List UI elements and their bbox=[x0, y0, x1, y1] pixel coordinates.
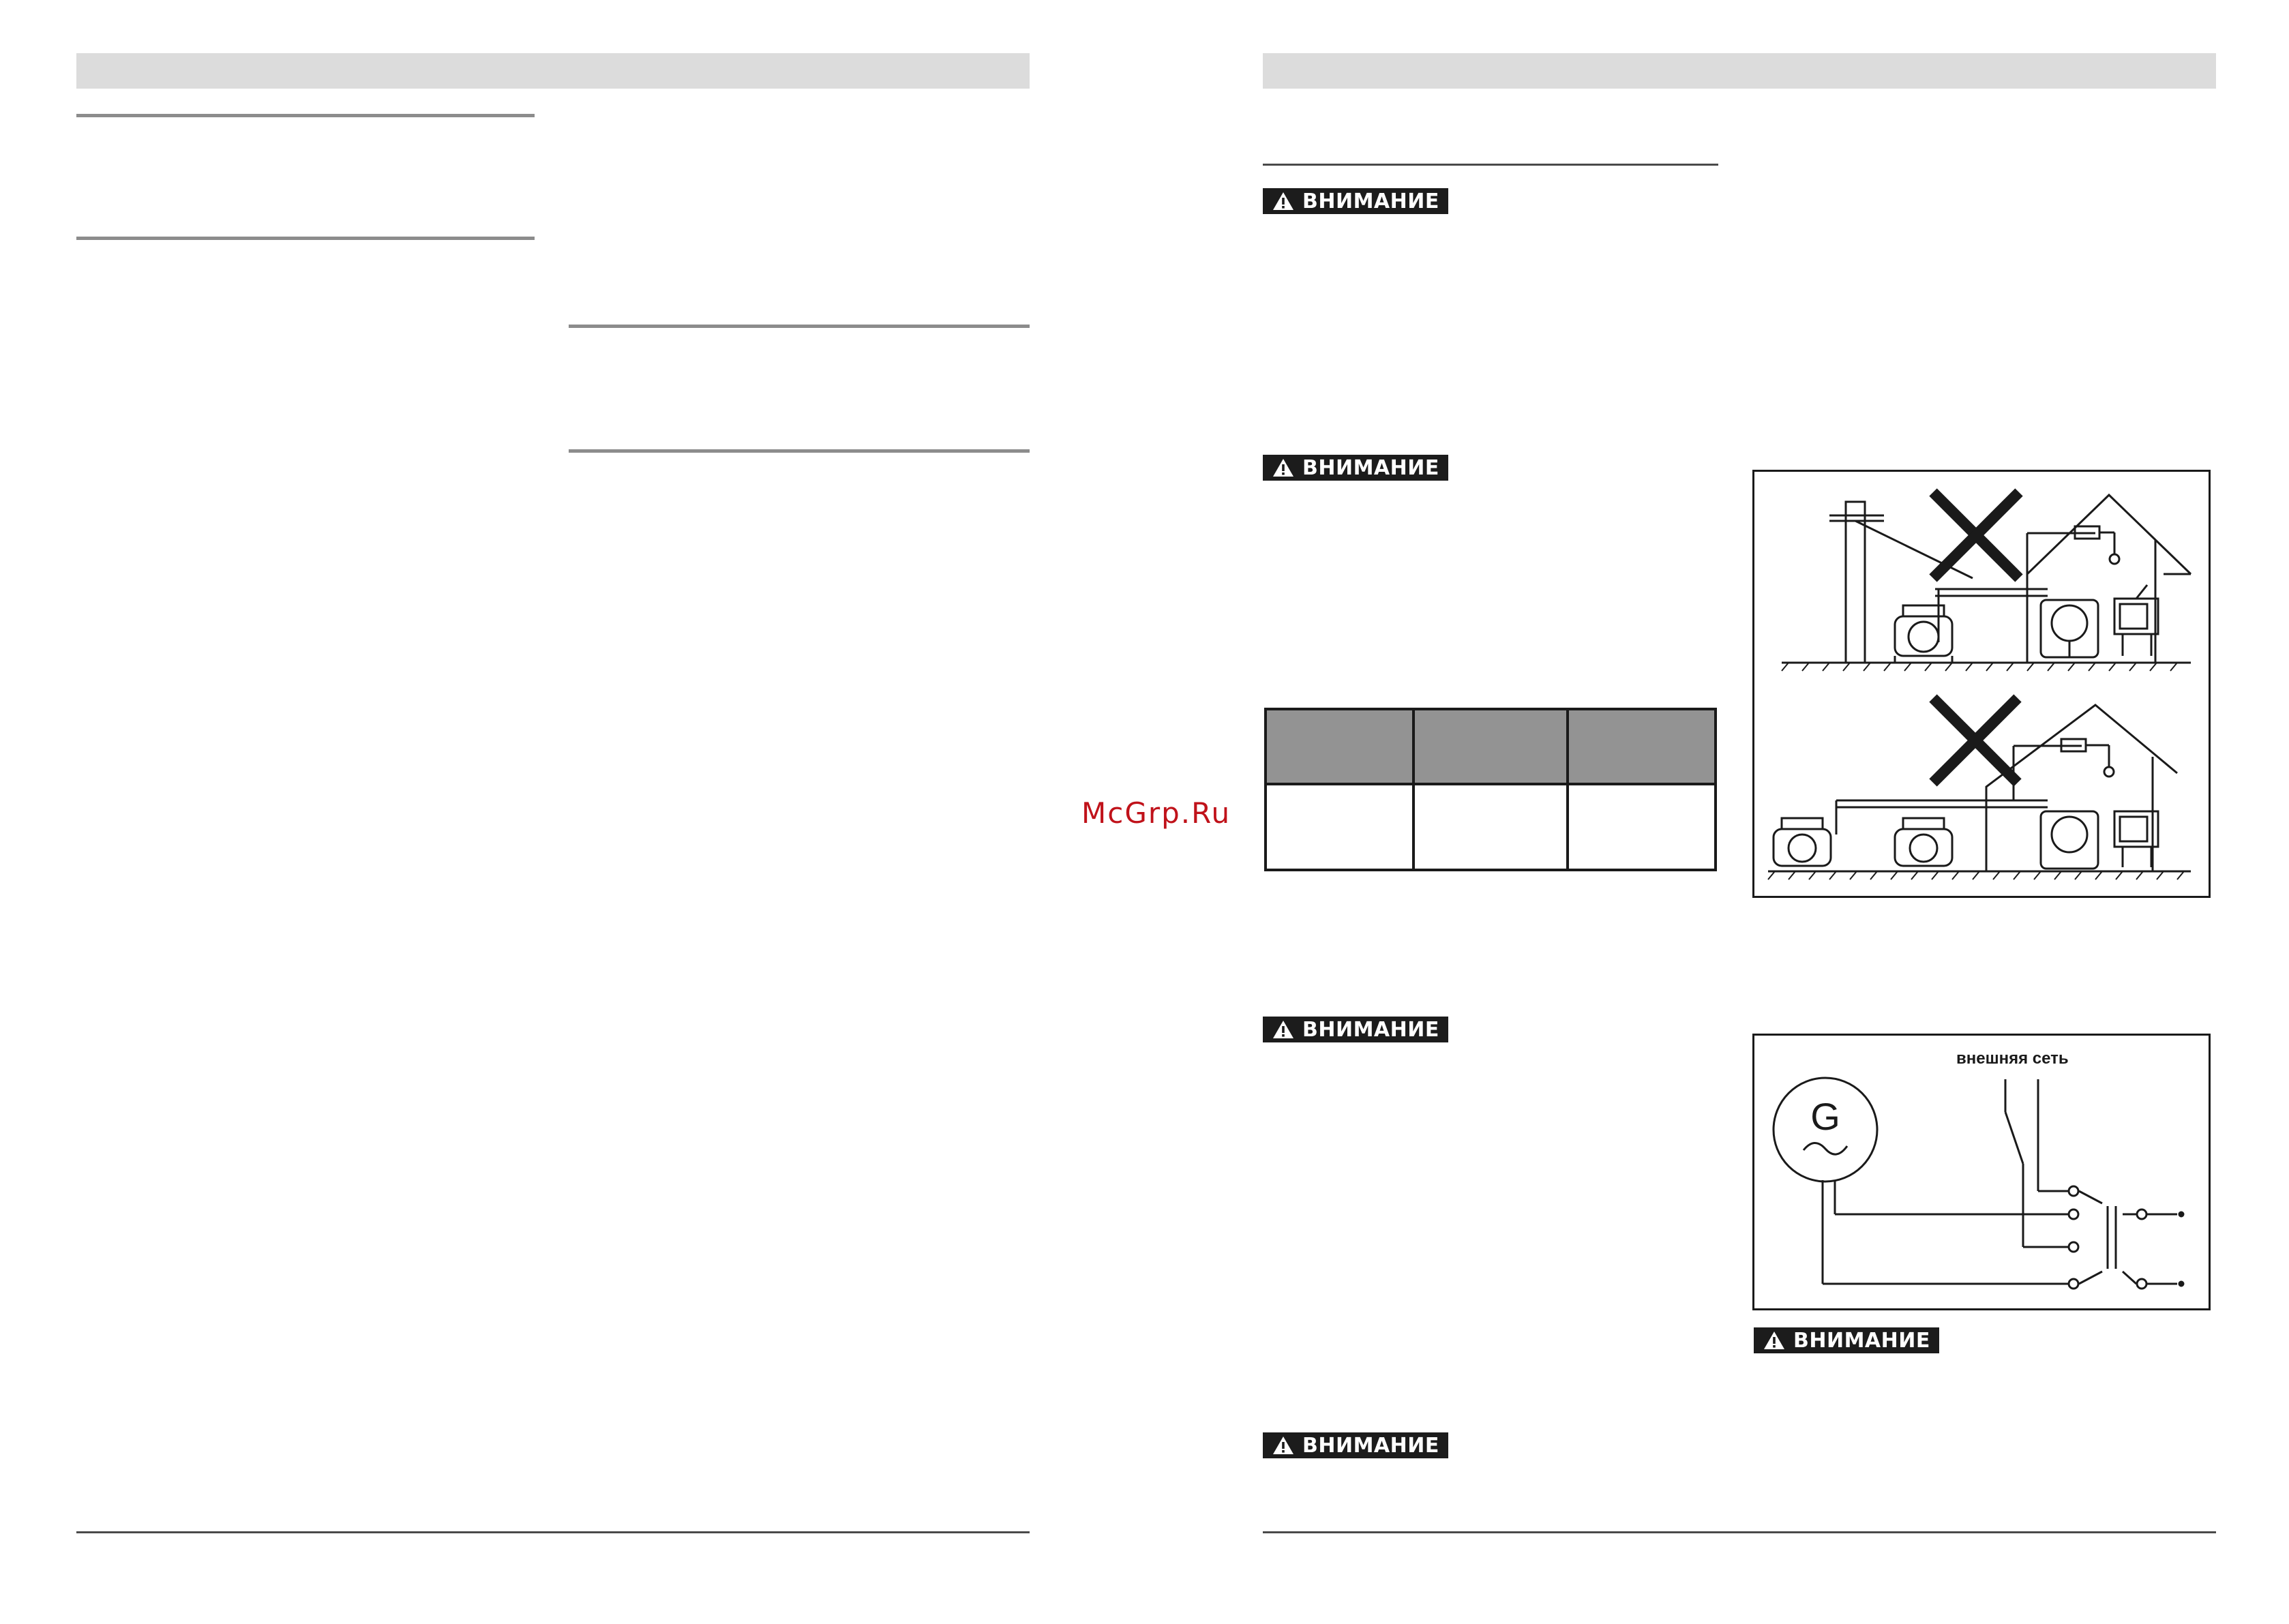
warning-triangle-icon bbox=[1763, 1331, 1785, 1350]
warning-triangle-icon bbox=[1272, 1020, 1294, 1039]
generator-label: G bbox=[1810, 1095, 1840, 1138]
left-page-footer-rule bbox=[76, 1531, 1030, 1533]
left-col-section-rule-1 bbox=[76, 114, 535, 117]
transfer-switch-diagram bbox=[1754, 1036, 2209, 1308]
warning-label: ВНИМАНИЕ bbox=[1302, 189, 1439, 213]
warning-label: ВНИМАНИЕ bbox=[1793, 1328, 1930, 1353]
table-header-row bbox=[1266, 709, 1716, 784]
improper-connection-illustration bbox=[1754, 472, 2209, 896]
figure-transfer-switch bbox=[1752, 1034, 2211, 1310]
table-header-cell-1 bbox=[1266, 709, 1413, 784]
warning-triangle-icon bbox=[1272, 1436, 1294, 1455]
warning-label: ВНИМАНИЕ bbox=[1302, 455, 1439, 480]
table-cell-2 bbox=[1413, 784, 1568, 870]
figure-improper-connection bbox=[1752, 470, 2211, 898]
table-header-cell-2 bbox=[1413, 709, 1568, 784]
warning-triangle-icon bbox=[1272, 458, 1294, 477]
warning-label: ВНИМАНИЕ bbox=[1302, 1433, 1439, 1458]
left-col-section-rule-2 bbox=[76, 237, 535, 240]
left-page-header-bar bbox=[76, 53, 1030, 89]
table-header-cell-3 bbox=[1568, 709, 1716, 784]
warning-badge-2 bbox=[1263, 455, 1448, 481]
watermark-text: McGrp.Ru bbox=[1081, 796, 1231, 830]
warning-badge-3 bbox=[1263, 1017, 1448, 1042]
table-cell-3 bbox=[1568, 784, 1716, 870]
warning-badge-5 bbox=[1754, 1327, 1939, 1353]
section-underline bbox=[1263, 164, 1718, 166]
right-col-section-rule-1 bbox=[569, 325, 1030, 328]
table-cell-1 bbox=[1266, 784, 1413, 870]
warning-triangle-icon bbox=[1272, 192, 1294, 211]
table-row bbox=[1266, 784, 1716, 870]
warning-label: ВНИМАНИЕ bbox=[1302, 1017, 1439, 1042]
warning-badge-4 bbox=[1263, 1432, 1448, 1458]
right-page-footer-rule bbox=[1263, 1531, 2216, 1533]
spec-table bbox=[1264, 708, 1717, 871]
network-label: внешняя сеть bbox=[1956, 1049, 2069, 1068]
right-page-header-bar bbox=[1263, 53, 2216, 89]
warning-badge-1 bbox=[1263, 188, 1448, 214]
right-col-section-rule-2 bbox=[569, 449, 1030, 453]
